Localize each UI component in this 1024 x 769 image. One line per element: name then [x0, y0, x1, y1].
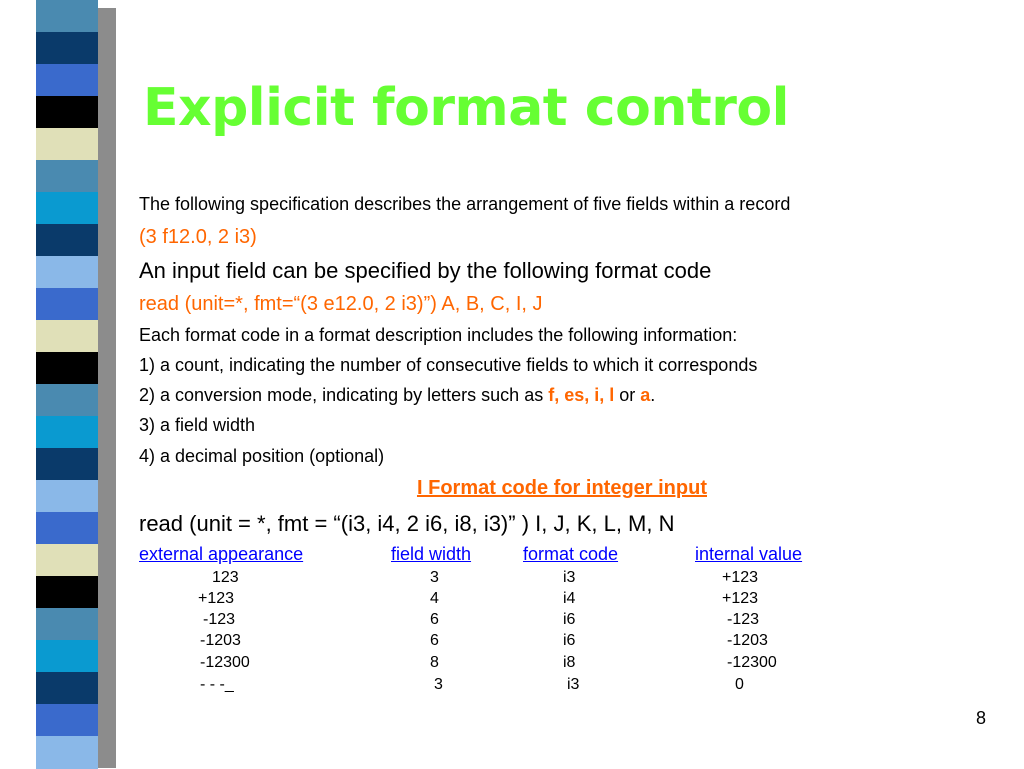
cell-external: -12300: [200, 654, 250, 671]
stripe-block: [36, 512, 98, 545]
item2-period: .: [650, 385, 656, 405]
cell-format: i3: [567, 676, 580, 693]
read-example: read (unit=*, fmt=“(3 e12.0, 2 i3)”) A, B, C, I, J: [139, 293, 543, 315]
stripe-block: [36, 0, 98, 33]
stripe-block: [36, 224, 98, 257]
stripe-block: [36, 256, 98, 289]
cell-internal: 0: [735, 676, 744, 693]
list-item-width: 3) a field width: [139, 415, 256, 435]
stripe-block: [36, 384, 98, 417]
cell-external: - - -_: [200, 676, 234, 693]
cell-width: 3: [430, 569, 439, 586]
header-field-width: field width: [391, 544, 472, 564]
header-format-code: format code: [523, 544, 619, 564]
list-item-count: 1) a count, indicating the number of consecutive fields to which it corresponds: [139, 355, 758, 375]
cell-format: i6: [563, 611, 576, 628]
cell-internal: +123: [722, 590, 759, 607]
format-spec: (3 f12.0, 2 i3): [139, 226, 257, 248]
cell-width: 6: [430, 611, 439, 628]
cell-width: 8: [430, 654, 439, 671]
cell-format: i8: [563, 654, 576, 671]
cell-external: -123: [203, 611, 236, 628]
stripe-block: [36, 128, 98, 161]
stripe-block: [36, 160, 98, 193]
cell-external: -1203: [200, 632, 241, 649]
stripe-block: [36, 320, 98, 353]
input-intro-text: An input field can be specified by the following format code: [139, 258, 712, 283]
cell-width: 6: [430, 632, 439, 649]
cell-external: 123: [212, 569, 239, 586]
stripe-block: [36, 576, 98, 609]
item2-letters: f, es, i, l: [548, 385, 615, 405]
stripe-block: [36, 608, 98, 641]
stripe-shadow: [98, 8, 116, 768]
item2-a: a: [640, 385, 651, 405]
header-external-appearance: external appearance: [139, 544, 304, 564]
stripe-block: [36, 96, 98, 129]
stripe-block: [36, 640, 98, 673]
cell-width: 3: [434, 676, 443, 693]
item2-or: or: [614, 385, 641, 405]
stripe-block: [36, 288, 98, 321]
intro-text: The following specification describes the arrangement of five fields within a record: [139, 194, 791, 214]
stripe-block: [36, 416, 98, 449]
stripe-block: [36, 544, 98, 577]
cell-internal: -1203: [727, 632, 768, 649]
cell-format: i3: [563, 569, 576, 586]
stripe-block: [36, 672, 98, 705]
cell-width: 4: [430, 590, 439, 607]
cell-format: i4: [563, 590, 576, 607]
stripe-block: [36, 32, 98, 65]
slide-title: Explicit format control: [143, 78, 789, 138]
header-internal-value: internal value: [695, 544, 803, 564]
format-info-text: Each format code in a format description includes the following information:: [139, 325, 738, 345]
stripe-block: [36, 704, 98, 737]
list-item-conversion: [139, 385, 655, 406]
stripe-block: [36, 736, 98, 769]
cell-format: i6: [563, 632, 576, 649]
page-number: 8: [976, 708, 987, 728]
stripe-block: [36, 352, 98, 385]
item2-text: 2) a conversion mode, indicating by letters such as: [139, 385, 549, 405]
cell-internal: +123: [722, 569, 759, 586]
subheading: I Format code for integer input: [416, 477, 707, 499]
cell-external: +123: [198, 590, 235, 607]
stripe-block: [36, 64, 98, 97]
decorative-stripe: [36, 0, 98, 768]
cell-internal: -123: [727, 611, 760, 628]
cell-internal: -12300: [727, 654, 777, 671]
list-item-decimal: 4) a decimal position (optional): [139, 446, 385, 466]
stripe-block: [36, 192, 98, 225]
read-integer-example: read (unit = *, fmt = “(i3, i4, 2 i6, i8, i3)” ) I, J, K, L, M, N: [139, 511, 675, 536]
subheading-row: [0, 477, 1024, 500]
